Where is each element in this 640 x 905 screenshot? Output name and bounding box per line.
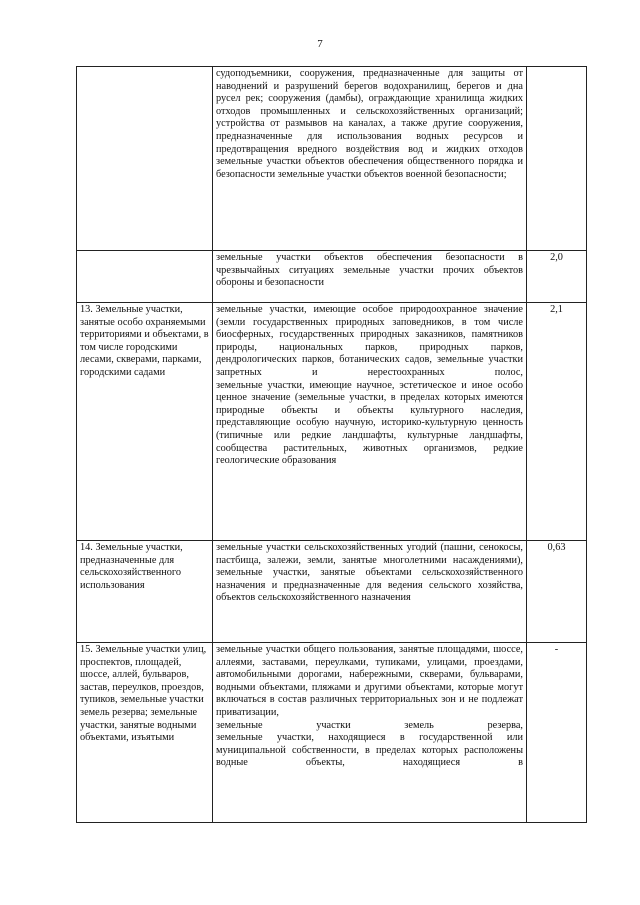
table-row (77, 251, 587, 303)
coefficient-cell: - (527, 643, 587, 823)
description-paragraph: судоподъемники, сооружения, предназначенные для защиты от наводнений и разрушений берегов водохранилищ, берегов и дна русел рек; сооружения (дамбы), ограждающие хранилища жидких отходов промышленных и сельскохозяйственных организаций; устройства от размывов на каналах, а также другие сооружения, предназначенные для использования водных ресурсов и предотвращения вредного воздействия вод и жидких отходов земельные участки объектов обеспечения общественного порядка и безопасности земельные участки объектов военной безопасности; (216, 68, 523, 180)
category-cell (77, 67, 213, 251)
coefficient-cell: 2,1 (527, 303, 587, 541)
coefficient-cell: 0,63 (527, 541, 587, 643)
description-cell (213, 251, 527, 303)
description-paragraph: земельные участки, имеющие научное, эстетическое и иное особо ценное значение (земельные участки, в пределах которых имеются природные объекты и объекты культурного наследия, представляющие особую научную, историко-культурную ценность (типичные или редкие ландшафты, культурные ландшафты, сообщества растительных, животных организмов, редкие геологические образования (216, 379, 523, 467)
description-cell (213, 643, 527, 823)
page-number: 7 (317, 38, 323, 50)
description-paragraph: земельные участки объектов обеспечения безопасности в чрезвычайных ситуациях земельные участки прочих объектов обороны и безопасности (216, 252, 523, 289)
land-category-table (76, 66, 587, 823)
coefficient-cell: 2,0 (527, 251, 587, 303)
description-paragraph: земельные участки, занятые объектами сельскохозяйственного назначения и предназначенные для ведения сельского хозяйства, объектов сельскохозяйственного назначения (216, 567, 523, 604)
description-paragraph: земельные участки сельскохозяйственных угодий (пашни, сенокосы, пастбища, залежи, земли, занятые многолетними насаждениями), (216, 542, 523, 566)
category-cell: 15. Земельные участки улиц, проспектов, площадей, шоссе, аллей, бульваров, застав, переулков, проездов, тупиков, земельные участки земель резерва; земельные участки, занятые водными объектами, изъятыми (77, 643, 213, 823)
table-row (77, 303, 587, 541)
category-cell: 13. Земельные участки, занятые особо охраняемыми территориями и объектами, в том числе городскими лесами, скверами, парками, городскими садами (77, 303, 213, 541)
category-cell: 14. Земельные участки, предназначенные для сельскохозяйственного использования (77, 541, 213, 643)
description-cell (213, 67, 527, 251)
description-cell (213, 303, 527, 541)
description-paragraph: земельные участки, находящиеся в государственной или муниципальной собственности, в пределах которых расположены водные объекты, находящиеся в (216, 732, 523, 769)
description-paragraph: земельные участки земель резерва, (216, 719, 523, 731)
description-paragraph: земельные участки общего пользования, занятые площадями, шоссе, аллеями, заставами, переулками, тупиками, улицами, проездами, автомобильными дорогами, набережными, скверами, бульварами, водными объектами, пляжами и другими объектами, которые могут включаться в состав различных территориальных зон и не подлежат приватизации, (216, 644, 523, 718)
table-row (77, 67, 587, 251)
category-cell (77, 251, 213, 303)
description-cell (213, 541, 527, 643)
table-row (77, 541, 587, 643)
description-paragraph: земельные участки, имеющие особое природоохранное значение (земли государственных природных заповедников, в том числе биосферных, государственных природных заказников, памятников природы, национальных парков, природных парков, дендрологических парков, ботанических садов, земельные участки запретных и нерестоохранных полос, (216, 304, 523, 378)
table-row (77, 643, 587, 823)
coefficient-cell (527, 67, 587, 251)
